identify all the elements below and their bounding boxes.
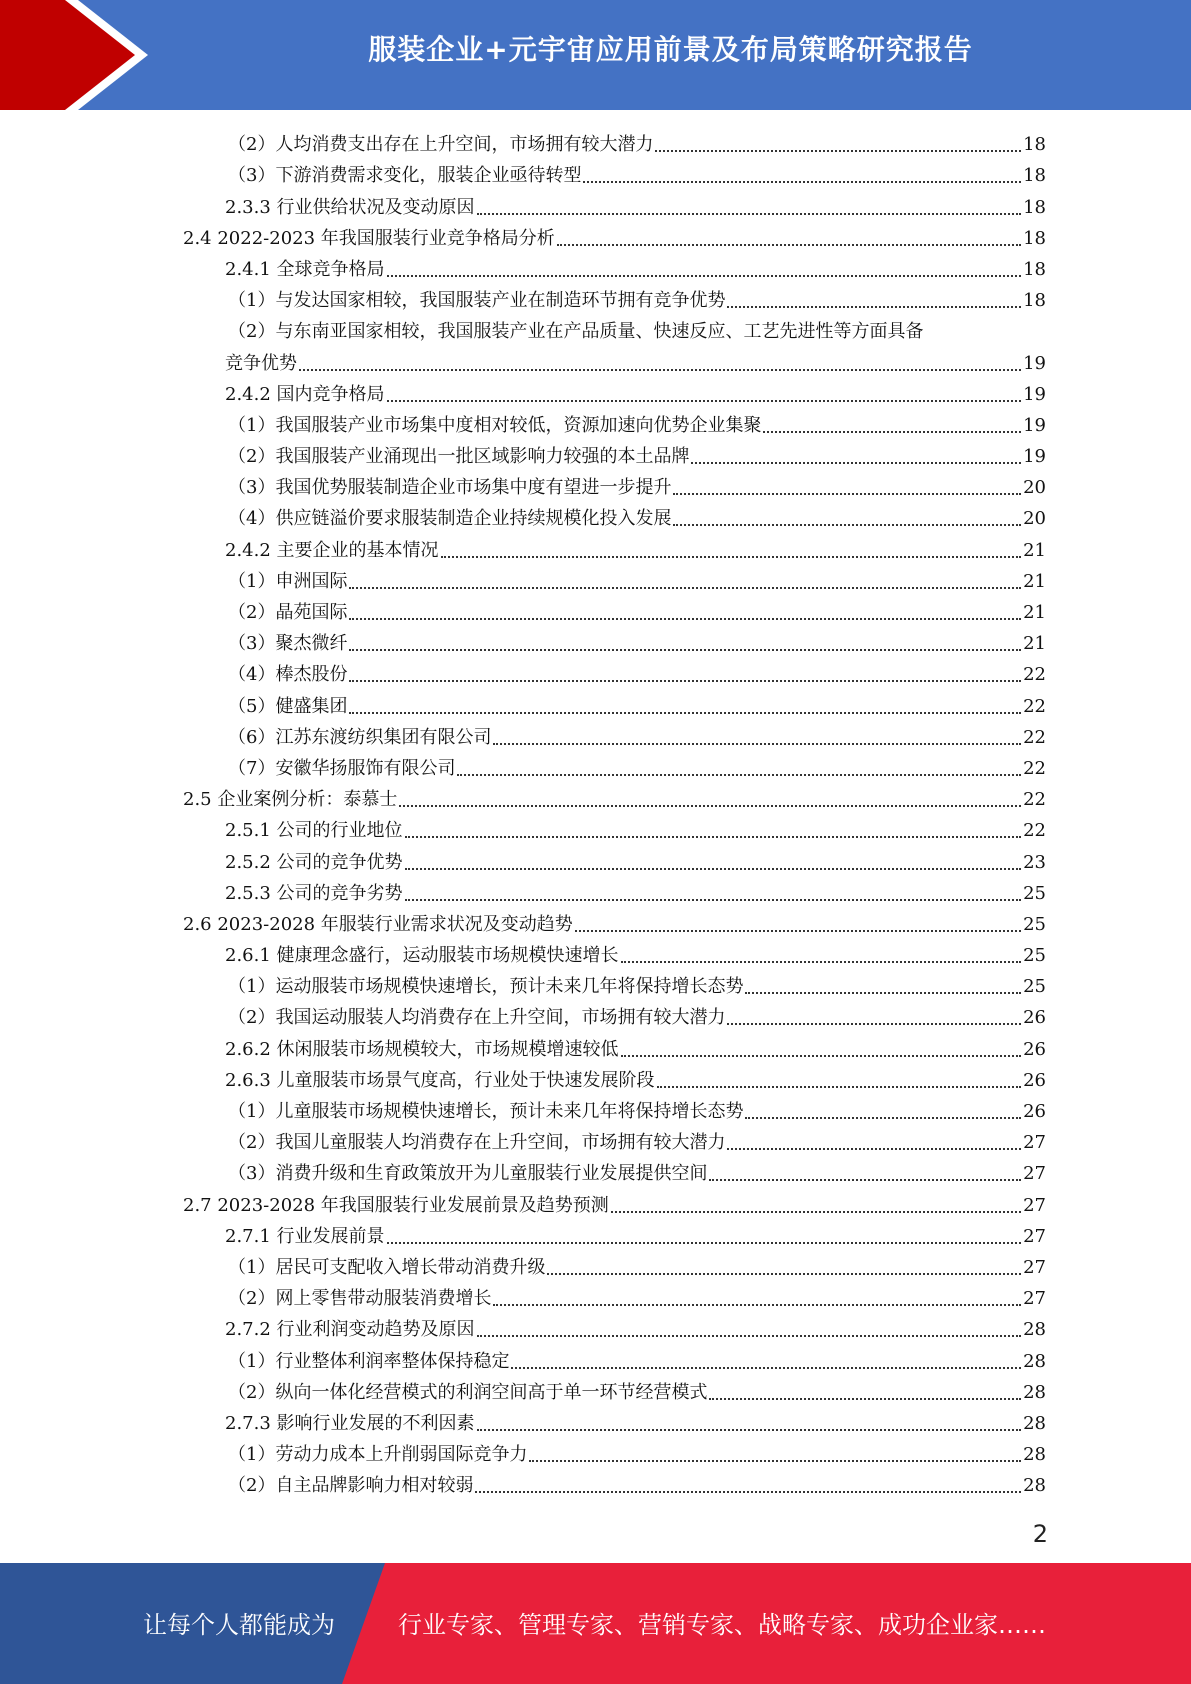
toc-dot-leader (583, 181, 1021, 183)
toc-entry[interactable] (0, 1313, 1191, 1344)
toc-entry-title: 2.4 2022-2023 年我国服装行业竞争格局分析 (183, 227, 555, 249)
toc-entry[interactable] (0, 1126, 1191, 1157)
toc-entry[interactable] (0, 721, 1191, 752)
report-header (0, 0, 1191, 110)
toc-entry[interactable] (0, 440, 1191, 471)
toc-entry[interactable] (0, 565, 1191, 596)
toc-entry-title: （1）申洲国际 (228, 570, 348, 592)
toc-dot-leader (745, 1117, 1021, 1119)
toc-dot-leader (493, 1304, 1021, 1306)
toc-entry-page: 26 (1023, 1069, 1046, 1091)
toc-dot-leader (441, 556, 1022, 558)
toc-entry-title: （1）儿童服装市场规模快速增长，预计未来几年将保持增长态势 (228, 1101, 744, 1122)
toc-entry-page: 27 (1023, 1288, 1046, 1310)
toc-dot-leader (405, 868, 1022, 870)
toc-entry[interactable] (0, 877, 1191, 908)
toc-entry-page: 22 (1023, 820, 1046, 842)
toc-entry-title: 2.3.3 行业供给状况及变动原因 (225, 196, 475, 218)
toc-entry[interactable] (0, 502, 1191, 533)
toc-entry[interactable] (0, 1157, 1191, 1188)
toc-entry-page: 27 (1023, 1163, 1046, 1185)
toc-dot-leader (405, 899, 1022, 901)
toc-entry-page: 28 (1023, 1412, 1046, 1434)
toc-entry-title: （4）供应链溢价要求服装制造企业持续规模化投入发展 (228, 508, 672, 530)
toc-entry-title: 2.5 企业案例分析：泰慕士 (183, 789, 398, 811)
table-of-contents (0, 128, 1191, 1500)
toc-dot-leader (349, 712, 1021, 714)
toc-dot-leader (547, 1273, 1021, 1275)
toc-entry-title: （2）我国儿童服装人均消费存在上升空间，市场拥有较大潜力 (228, 1132, 726, 1154)
toc-entry-title: （1）劳动力成本上升削弱国际竞争力 (228, 1444, 528, 1466)
toc-entry[interactable] (0, 1095, 1191, 1126)
toc-dot-leader (763, 431, 1021, 433)
toc-entry[interactable] (0, 908, 1191, 939)
toc-entry-page: 28 (1023, 1475, 1046, 1497)
toc-entry[interactable] (0, 1188, 1191, 1219)
footer-slogan-left: 让每个人都能成为 (143, 1611, 335, 1639)
toc-dot-leader (399, 805, 1021, 807)
toc-entry-title: （2）纵向一体化经营模式的利润空间高于单一环节经营模式 (228, 1381, 708, 1403)
toc-dot-leader (349, 649, 1021, 651)
toc-dot-leader (405, 836, 1022, 838)
toc-entry[interactable] (0, 1220, 1191, 1251)
toc-dot-leader (477, 1429, 1022, 1431)
toc-entry-title: （2）与东南亚国家相较，我国服装产业在产品质量、快速反应、工艺先进性等方面具备 (228, 321, 924, 343)
toc-entry-title: 2.7.2 行业利润变动趋势及原因 (225, 1319, 475, 1341)
toc-entry[interactable] (0, 970, 1191, 1001)
toc-entry-page: 22 (1023, 664, 1046, 686)
toc-entry-page: 26 (1023, 1007, 1046, 1029)
toc-dot-leader (657, 1086, 1022, 1088)
toc-entry[interactable] (0, 253, 1191, 284)
toc-entry-title: 2.5.3 公司的竞争劣势 (225, 882, 403, 904)
toc-dot-leader (709, 1398, 1021, 1400)
toc-entry-page: 18 (1023, 258, 1046, 280)
toc-entry-title: （1）运动服装市场规模快速增长，预计未来几年将保持增长态势 (228, 976, 744, 998)
toc-entry[interactable] (0, 783, 1191, 814)
toc-entry[interactable] (0, 222, 1191, 253)
toc-entry-page: 21 (1023, 539, 1046, 561)
toc-entry-title: 2.4.2 主要企业的基本情况 (225, 539, 439, 561)
toc-dot-leader (475, 1491, 1021, 1493)
toc-entry[interactable] (0, 471, 1191, 502)
toc-entry-title: （2）我国运动服装人均消费存在上升空间，市场拥有较大潜力 (228, 1007, 726, 1029)
toc-entry-title: 2.7 2023-2028 年我国服装行业发展前景及趋势预测 (183, 1194, 609, 1216)
toc-entry-title: 2.5.2 公司的竞争优势 (225, 851, 403, 873)
toc-entry-page: 25 (1023, 913, 1046, 935)
toc-entry-page: 27 (1023, 1225, 1046, 1247)
toc-entry-title: 2.6.3 儿童服装市场景气度高，行业处于快速发展阶段 (225, 1069, 655, 1091)
toc-entry-title: （1）居民可支配收入增长带动消费升级 (228, 1256, 546, 1278)
toc-entry-page: 23 (1023, 851, 1046, 873)
toc-entry[interactable] (0, 1438, 1191, 1469)
toc-entry-title: 2.6.2 休闲服装市场规模较大，市场规模增速较低 (225, 1038, 619, 1060)
toc-entry[interactable] (0, 1001, 1191, 1032)
toc-dot-leader (673, 524, 1021, 526)
toc-entry-title: 2.4.1 全球竞争格局 (225, 258, 385, 280)
toc-entry-title: （4）棒杰股份 (228, 664, 348, 686)
toc-dot-leader (349, 587, 1021, 589)
toc-entry-page: 21 (1023, 633, 1046, 655)
toc-entry[interactable] (0, 346, 1191, 377)
toc-dot-leader (387, 275, 1022, 277)
toc-entry-title: 2.7.1 行业发展前景 (225, 1225, 385, 1247)
toc-entry[interactable] (0, 533, 1191, 564)
toc-entry[interactable] (0, 845, 1191, 876)
footer-slogan-right: 行业专家、管理专家、营销专家、战略专家、成功企业家…… (398, 1611, 1046, 1639)
toc-entry-title: （3）消费升级和生育政策放开为儿童服装行业发展提供空间 (228, 1163, 708, 1185)
toc-entry-page: 18 (1023, 165, 1046, 187)
toc-dot-leader (745, 992, 1021, 994)
toc-entry[interactable] (0, 752, 1191, 783)
toc-dot-leader (493, 743, 1021, 745)
toc-dot-leader (655, 150, 1021, 152)
toc-entry-page: 19 (1023, 414, 1046, 436)
toc-entry-page: 22 (1023, 757, 1046, 779)
toc-dot-leader (621, 961, 1022, 963)
toc-entry-page: 26 (1023, 1101, 1046, 1122)
toc-entry-page: 28 (1023, 1350, 1046, 1372)
toc-dot-leader (727, 1148, 1021, 1150)
toc-entry-page: 28 (1023, 1444, 1046, 1466)
toc-entry-title: （2）自主品牌影响力相对较弱 (228, 1475, 474, 1497)
toc-entry-page: 19 (1023, 383, 1046, 405)
toc-entry-title: 2.7.3 影响行业发展的不利因素 (225, 1412, 475, 1434)
toc-dot-leader (727, 1023, 1021, 1025)
toc-entry-title: （2）网上零售带动服装消费增长 (228, 1288, 492, 1310)
toc-entry-page: 28 (1023, 1319, 1046, 1341)
toc-entry[interactable] (0, 689, 1191, 720)
toc-entry[interactable] (0, 596, 1191, 627)
toc-entry-title: （5）健盛集团 (228, 695, 348, 717)
toc-entry[interactable] (0, 1344, 1191, 1375)
toc-entry-page: 27 (1023, 1194, 1046, 1216)
toc-entry[interactable] (0, 658, 1191, 689)
toc-dot-leader (575, 930, 1021, 932)
toc-entry[interactable] (0, 939, 1191, 970)
toc-entry[interactable] (0, 409, 1191, 440)
toc-dot-leader (511, 1367, 1021, 1369)
toc-dot-leader (611, 1211, 1021, 1213)
toc-entry-title: （3）我国优势服装制造企业市场集中度有望进一步提升 (228, 477, 672, 499)
toc-dot-leader (477, 213, 1022, 215)
toc-entry-page: 18 (1023, 227, 1046, 249)
toc-entry-page: 26 (1023, 1038, 1046, 1060)
toc-entry-page: 25 (1023, 976, 1046, 998)
toc-dot-leader (529, 1460, 1021, 1462)
toc-entry-page: 21 (1023, 570, 1046, 592)
toc-entry-title: （3）下游消费需求变化，服装企业亟待转型 (228, 165, 582, 187)
toc-entry-title: （7）安徽华扬服饰有限公司 (228, 757, 456, 779)
toc-dot-leader (299, 369, 1021, 371)
toc-entry-title: 2.6 2023-2028 年服装行业需求状况及变动趋势 (183, 913, 573, 935)
toc-entry-page: 27 (1023, 1256, 1046, 1278)
toc-dot-leader (349, 618, 1021, 620)
toc-entry-title: 竞争优势 (225, 352, 297, 374)
toc-entry-title: 2.5.1 公司的行业地位 (225, 820, 403, 842)
toc-entry-page: 25 (1023, 945, 1046, 967)
toc-entry[interactable] (0, 1407, 1191, 1438)
toc-entry-page: 21 (1023, 602, 1046, 623)
toc-entry-title: （2）晶苑国际 (228, 602, 348, 623)
toc-entry-title: （2）人均消费支出存在上升空间，市场拥有较大潜力 (228, 134, 654, 156)
toc-entry-page: 20 (1023, 477, 1046, 499)
toc-entry[interactable] (0, 1469, 1191, 1500)
toc-dot-leader (349, 680, 1021, 682)
toc-dot-leader (557, 244, 1021, 246)
toc-entry-title: （1）行业整体利润率整体保持稳定 (228, 1350, 510, 1372)
toc-entry-page: 18 (1023, 290, 1046, 312)
toc-entry[interactable] (0, 627, 1191, 658)
toc-dot-leader (691, 462, 1021, 464)
report-title: 服装企业+元宇宙应用前景及布局策略研究报告 (368, 33, 973, 66)
toc-entry[interactable] (0, 1032, 1191, 1063)
toc-entry-page: 20 (1023, 508, 1046, 530)
toc-entry-page: 27 (1023, 1132, 1046, 1154)
toc-dot-leader (387, 1242, 1022, 1244)
toc-entry-page: 22 (1023, 695, 1046, 717)
toc-entry[interactable] (0, 128, 1191, 159)
toc-entry[interactable] (0, 814, 1191, 845)
toc-entry-page: 19 (1023, 446, 1046, 468)
toc-entry[interactable] (0, 1064, 1191, 1095)
report-footer (0, 1563, 1191, 1684)
toc-dot-leader (727, 306, 1021, 308)
toc-entry-page: 18 (1023, 196, 1046, 218)
toc-entry-page: 18 (1023, 134, 1046, 156)
toc-entry[interactable] (0, 284, 1191, 315)
toc-entry-title: 2.4.2 国内竞争格局 (225, 383, 385, 405)
toc-entry[interactable] (0, 1282, 1191, 1313)
toc-entry-page: 25 (1023, 882, 1046, 904)
toc-dot-leader (709, 1179, 1021, 1181)
toc-dot-leader (621, 1055, 1022, 1057)
toc-entry[interactable] (0, 190, 1191, 221)
page-number: 2 (1032, 1520, 1048, 1548)
toc-dot-leader (457, 774, 1021, 776)
toc-entry-page: 22 (1023, 726, 1046, 748)
toc-entry[interactable] (0, 1376, 1191, 1407)
toc-entry[interactable] (0, 378, 1191, 409)
toc-entry-title: （2）我国服装产业涌现出一批区域影响力较强的本土品牌 (228, 446, 690, 468)
toc-entry-title: （3）聚杰微纤 (228, 633, 348, 655)
toc-entry-title: （1）与发达国家相较，我国服装产业在制造环节拥有竞争优势 (228, 290, 726, 312)
toc-dot-leader (673, 493, 1021, 495)
toc-entry[interactable] (0, 159, 1191, 190)
toc-entry-title: （1）我国服装产业市场集中度相对较低，资源加速向优势企业集聚 (228, 414, 762, 436)
header-arrow-icon (0, 0, 160, 110)
toc-entry[interactable] (0, 1251, 1191, 1282)
toc-entry-page: 28 (1023, 1381, 1046, 1403)
toc-entry[interactable] (0, 315, 1191, 346)
toc-entry-title: 2.6.1 健康理念盛行，运动服装市场规模快速增长 (225, 945, 619, 967)
toc-entry-page: 19 (1023, 352, 1046, 374)
toc-dot-leader (387, 400, 1022, 402)
toc-dot-leader (477, 1335, 1022, 1337)
toc-entry-page: 22 (1023, 789, 1046, 811)
toc-entry-title: （6）江苏东渡纺织集团有限公司 (228, 726, 492, 748)
